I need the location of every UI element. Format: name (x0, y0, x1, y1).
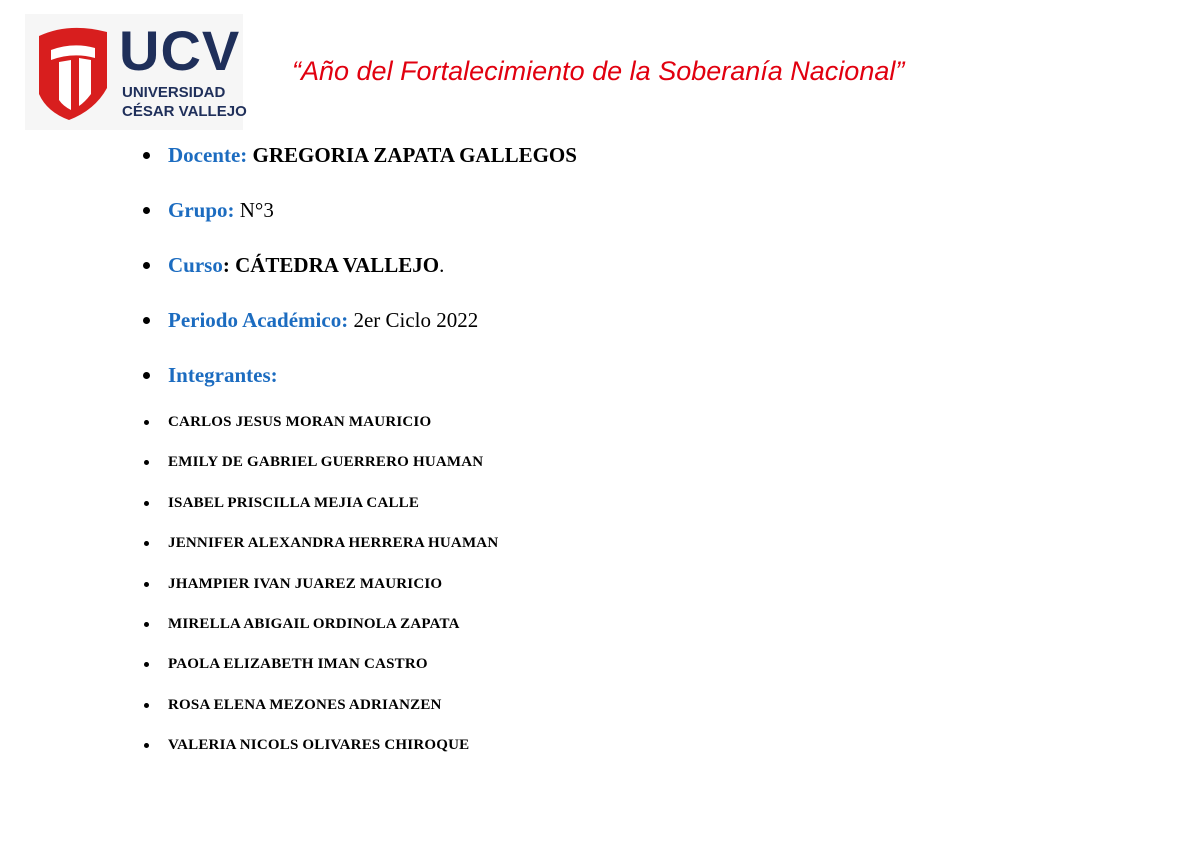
bullet-icon (143, 317, 150, 324)
member-name: MIRELLA ABIGAIL ORDINOLA ZAPATA (168, 615, 460, 632)
logo-title: UCV (119, 19, 241, 82)
grupo-value: N°3 (239, 198, 274, 222)
bullet-icon (144, 582, 149, 587)
periodo-value: 2er Ciclo 2022 (353, 308, 479, 332)
bullet-icon (144, 501, 149, 506)
member-name: JENNIFER ALEXANDRA HERRERA HUAMAN (168, 535, 499, 552)
bullet-icon (144, 743, 149, 748)
bullet-icon (144, 420, 149, 425)
bullet-icon (143, 372, 150, 379)
curso-suffix: . (439, 253, 445, 277)
bullet-icon (143, 152, 150, 159)
year-motto: “Año del Fortalecimiento de la Soberanía Nacional” (292, 56, 905, 86)
curso-label: Curso (168, 253, 223, 277)
docente-label: Docente: (168, 143, 248, 167)
curso-value: : CÁTEDRA VALLEJO (222, 253, 440, 277)
integrantes-label: Integrantes: (168, 363, 278, 387)
grupo-label: Grupo: (168, 198, 235, 222)
ucv-logo (25, 14, 247, 130)
member-name: PAOLA ELIZABETH IMAN CASTRO (168, 656, 428, 673)
bullet-icon (144, 622, 149, 627)
member-name: JHAMPIER IVAN JUAREZ MAURICIO (168, 575, 443, 592)
member-name: CARLOS JESUS MORAN MAURICIO (168, 414, 432, 430)
bullet-icon (144, 662, 149, 667)
logo-university-line: UNIVERSIDAD (122, 84, 226, 101)
bullet-icon (143, 262, 150, 269)
ucv-shield-icon (25, 14, 115, 130)
periodo-label: Periodo Académico: (168, 308, 349, 332)
logo-name-line: CÉSAR VALLEJO (122, 103, 247, 120)
docente-value: GREGORIA ZAPATA GALLEGOS (252, 143, 577, 167)
member-name: EMILY DE GABRIEL GUERRERO HUAMAN (168, 454, 484, 471)
member-name: ISABEL PRISCILLA MEJIA CALLE (168, 494, 420, 511)
bullet-icon (144, 541, 149, 546)
member-name: VALERIA NICOLS OLIVARES CHIROQUE (168, 737, 470, 754)
bullet-icon (144, 460, 149, 465)
member-name: ROSA ELENA MEZONES ADRIANZEN (168, 696, 442, 713)
bullet-icon (144, 703, 149, 708)
bullet-icon (143, 207, 150, 214)
